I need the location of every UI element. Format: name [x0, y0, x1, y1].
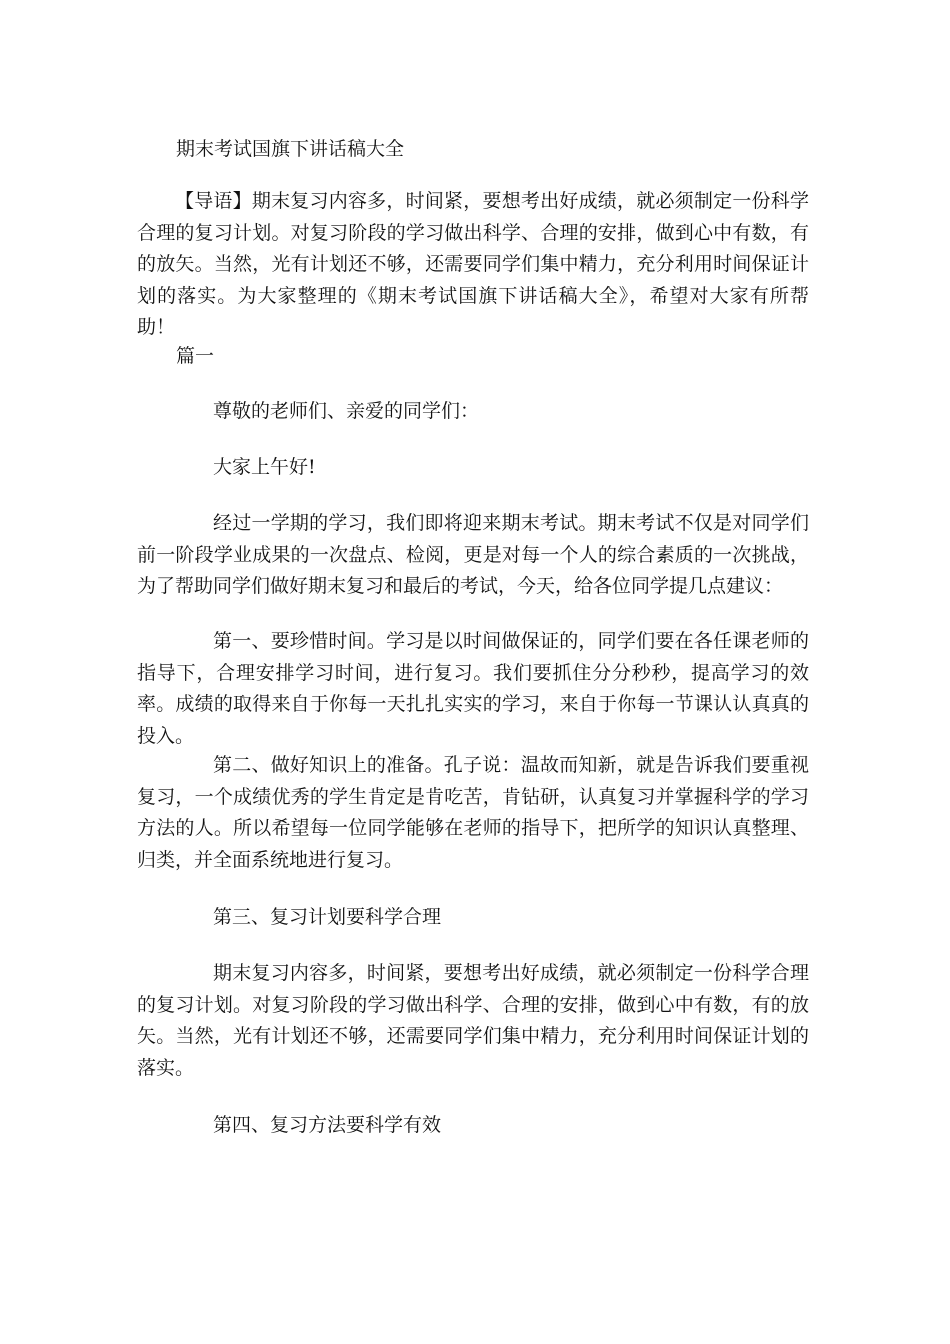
section-heading: 篇一 — [176, 345, 215, 367]
document-title: 期末考试国旗下讲话稿大全 — [176, 138, 405, 160]
intro-paragraph: 【导语】期末复习内容多，时间紧，要想考出好成绩，就必须制定一份科学合理的复习计划。对复习阶段的学习做出科学、合理的安排，做到心中有数，有的放矢。当然，光有计划还不够，还需要同学们集中精力，充分利用时间保证计划的落实。为大家整理的《期末考试国旗下讲话稿大全》，希望对大家有所帮助！ — [137, 190, 809, 339]
greeting: 大家上午好! — [213, 456, 316, 478]
body-paragraph-point-three: 期末复习内容多，时间紧，要想考出好成绩，就必须制定一份科学合理的复习计划。对复习阶段的学习做出科学、合理的安排，做到心中有数，有的放矢。当然，光有计划还不够，还需要同学们集中精力，充分利用时间保证计划的落实。 — [137, 962, 809, 1079]
point-four-heading: 第四、复习方法要科学有效 — [213, 1114, 442, 1136]
body-paragraph-point-two: 第二、做好知识上的准备。孔子说：温故而知新，就是告诉我们要重视复习，一个成绩优秀的学生肯定是肯吃苦，肯钻研，认真复习并掌握科学的学习方法的人。所以希望每一位同学能够在老师的指导下，把所学的知识认真整理、归类，并全面系统地进行复习。 — [137, 754, 809, 871]
salutation: 尊敬的老师们、亲爱的同学们： — [213, 400, 480, 422]
point-three-heading: 第三、复习计划要科学合理 — [213, 906, 442, 928]
body-paragraph-opening: 经过一学期的学习，我们即将迎来期末考试。期末考试不仅是对同学们前一阶段学业成果的一次盘点、检阅，更是对每一个人的综合素质的一次挑战，为了帮助同学们做好期末复习和最后的考试，今天，给各位同学提几点建议： — [137, 512, 809, 598]
body-paragraph-point-one: 第一、要珍惜时间。学习是以时间做保证的，同学们要在各任课老师的指导下，合理安排学习时间，进行复习。我们要抓住分分秒秒，提高学习的效率。成绩的取得来自于你每一天扎扎实实的学习，来自于你每一节课认认真真的投入。 — [137, 630, 809, 747]
